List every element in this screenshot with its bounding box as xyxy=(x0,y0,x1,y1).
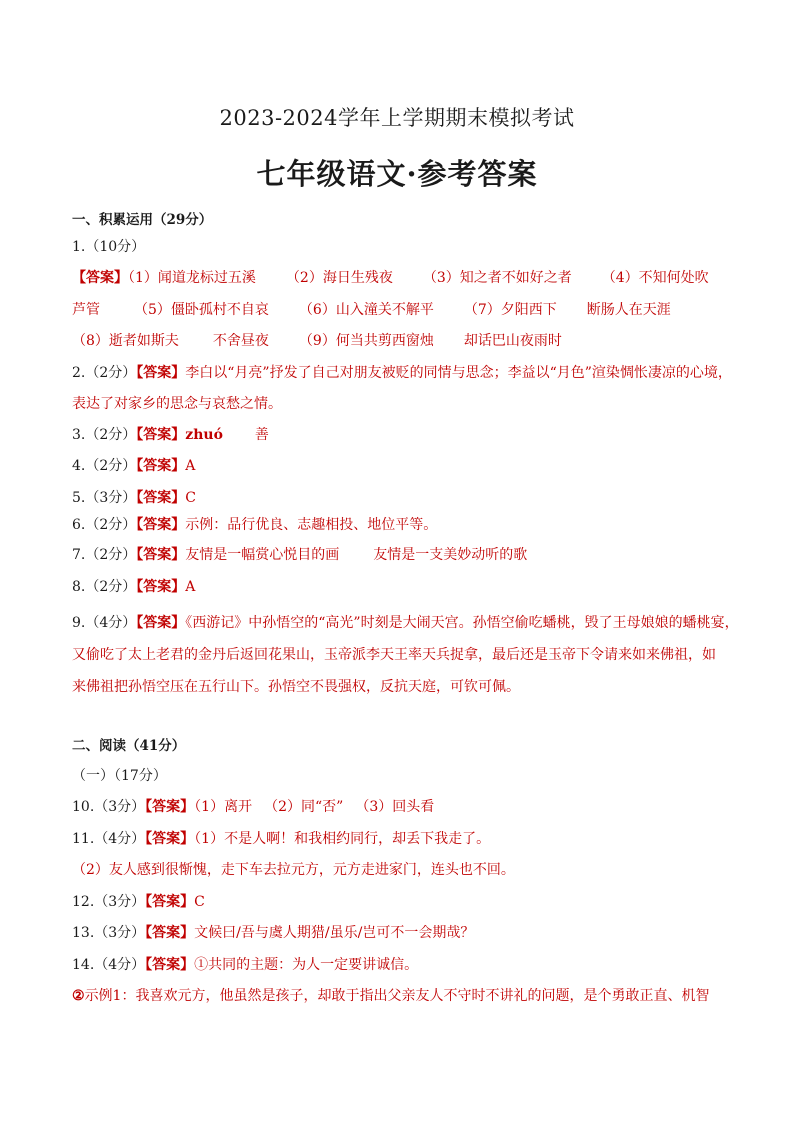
q9-answer-text-1: 《西游记》中孙悟空的“高光”时刻是大闹天宫。孙悟空偷吃蟠桃，毁了王母娘娘的蟠桃宴， xyxy=(185,615,739,631)
answer-label: 【答案】 xyxy=(145,957,195,973)
q3-answer-char: 善 xyxy=(254,427,269,443)
question-1-answer-line-1 xyxy=(72,268,732,288)
answer-label: 【答案】 xyxy=(136,517,186,533)
q5-answer: C xyxy=(185,490,196,506)
question-4 xyxy=(72,456,732,476)
exam-title: 2023-2024学年上学期期末模拟考试 xyxy=(219,106,575,130)
question-1-heading: 1.（10分） xyxy=(72,239,146,255)
question-9-heading: 9.（4分） xyxy=(72,615,137,631)
answer-label: 【答案】 xyxy=(145,831,195,847)
q1-item-7b: 断肠人在天涯 xyxy=(586,302,671,318)
q14-answer-2: 示例1：我喜欢元方，他虽然是孩子，却敢于指出父亲友人不守时不讲礼的问题，是个勇敢正直、机智 xyxy=(84,988,710,1004)
question-14-heading: 14.（4分） xyxy=(72,957,146,973)
question-11-line-1 xyxy=(72,829,732,849)
q10-answer-3: （3）回头看 xyxy=(355,799,435,815)
q1-item-4-cont: 芦管 xyxy=(72,302,100,318)
q1-item-2: （2）海日生残夜 xyxy=(285,270,393,286)
q9-answer-text-2: 又偷吃了太上老君的金丹后返回花果山，玉帝派李天王率天兵捉拿，最后还是玉帝下令请来如来佛祖，如 xyxy=(72,647,716,663)
question-9-line-1 xyxy=(72,613,739,633)
section-heading-reading: 二、阅读（41分） xyxy=(72,738,186,754)
question-2-heading: 2.（2分） xyxy=(72,365,137,381)
q9-answer-text-3: 来佛祖把孙悟空压在五行山下。孙悟空不畏强权，反抗天庭，可钦可佩。 xyxy=(72,679,520,695)
question-12-heading: 12.（3分） xyxy=(72,894,146,910)
question-8 xyxy=(72,577,732,597)
q2-answer-text-1: 李白以“月亮”抒发了自己对朋友被贬的同情与思念；李益以“月色”渲染惆怅凄凉的心境， xyxy=(185,365,732,381)
q7-answer-2: 友情是一支美妙动听的歌 xyxy=(373,547,528,563)
question-12 xyxy=(72,892,732,912)
answer-label: 【答案】 xyxy=(136,615,186,631)
answer-label: 【答案】 xyxy=(72,270,128,286)
q14-answer-2-marker: ② xyxy=(72,988,85,1004)
q12-answer: C xyxy=(194,894,205,910)
question-7-heading: 7.（2分） xyxy=(72,547,137,563)
answer-label: 【答案】 xyxy=(136,365,186,381)
q1-item-8: （8）逝者如斯夫 xyxy=(72,333,179,349)
question-11-heading: 11.（4分） xyxy=(72,831,146,847)
question-3 xyxy=(72,425,732,445)
q11-answer-2: （2）友人感到很惭愧，走下车去拉元方，元方走进家门，连头也不回。 xyxy=(72,862,515,878)
q1-item-6: （6）山入潼关不解平 xyxy=(298,302,434,318)
question-1-answer-line-2 xyxy=(72,300,732,320)
reading-part-1-heading: （一）（17分） xyxy=(72,768,167,784)
question-8-heading: 8.（2分） xyxy=(72,579,137,595)
document-title: 七年级语文·参考答案 xyxy=(256,157,538,191)
question-9-line-3 xyxy=(72,677,732,697)
question-14-line-2 xyxy=(72,986,732,1006)
q1-item-7: （7）夕阳西下 xyxy=(463,302,557,318)
question-14-line-1 xyxy=(72,955,732,975)
q4-answer: A xyxy=(185,458,196,474)
q11-answer-1: （1）不是人啊！和我相约同行，却丢下我走了。 xyxy=(194,831,491,847)
q6-answer: 示例：品行优良、志趣相投、地位平等。 xyxy=(185,517,438,533)
question-10 xyxy=(72,797,732,817)
question-6 xyxy=(72,515,732,535)
section-heading-accumulation: 一、积累运用（29分） xyxy=(72,212,213,228)
q7-answer-1: 友情是一幅赏心悦目的画 xyxy=(185,547,340,563)
question-10-heading: 10.（3分） xyxy=(72,799,146,815)
question-11-line-2 xyxy=(72,860,732,880)
question-4-heading: 4.（2分） xyxy=(72,458,137,474)
q13-answer: 文候曰/吾与虞人期猎/虽乐/岂可不一会期哉？ xyxy=(194,925,475,941)
question-6-heading: 6.（2分） xyxy=(72,517,137,533)
question-5 xyxy=(72,488,732,508)
q1-item-4: （4）不知何处吹 xyxy=(601,270,709,286)
q1-item-1: （1）闻道龙标过五溪 xyxy=(128,270,256,286)
q3-answer-pinyin: zhuó xyxy=(185,427,223,443)
answer-label: 【答案】 xyxy=(136,458,186,474)
q2-answer-text-2: 表达了对家乡的思念与哀愁之情。 xyxy=(72,396,282,412)
q10-answer-2: （2）同“否” xyxy=(264,799,344,815)
q14-answer-1: ①共同的主题：为人一定要讲诚信。 xyxy=(194,957,419,973)
answer-label: 【答案】 xyxy=(136,490,186,506)
answer-label: 【答案】 xyxy=(145,799,195,815)
q1-item-3: （3）知之者不如好之者 xyxy=(422,270,572,286)
q1-item-5: （5）僵卧孤村不自哀 xyxy=(134,302,269,318)
answer-label: 【答案】 xyxy=(136,547,186,563)
q1-item-9: （9）何当共剪西窗烛 xyxy=(298,333,434,349)
answer-label: 【答案】 xyxy=(136,427,186,443)
answer-label: 【答案】 xyxy=(145,894,195,910)
q1-item-9b: 却话巴山夜雨时 xyxy=(463,333,562,349)
question-1-answer-line-3 xyxy=(72,331,732,351)
question-2-line-2 xyxy=(72,394,732,414)
q1-item-8b: 不舍昼夜 xyxy=(212,333,269,349)
question-3-heading: 3.（2分） xyxy=(72,427,137,443)
q10-answer-1: （1）离开 xyxy=(194,799,253,815)
answer-label: 【答案】 xyxy=(136,579,186,595)
question-2-line-1 xyxy=(72,363,732,383)
question-7 xyxy=(72,545,732,565)
question-5-heading: 5.（3分） xyxy=(72,490,137,506)
question-13 xyxy=(72,923,732,943)
answer-label: 【答案】 xyxy=(145,925,195,941)
question-9-line-2 xyxy=(72,645,732,665)
q8-answer: A xyxy=(185,579,196,595)
question-13-heading: 13.（3分） xyxy=(72,925,146,941)
